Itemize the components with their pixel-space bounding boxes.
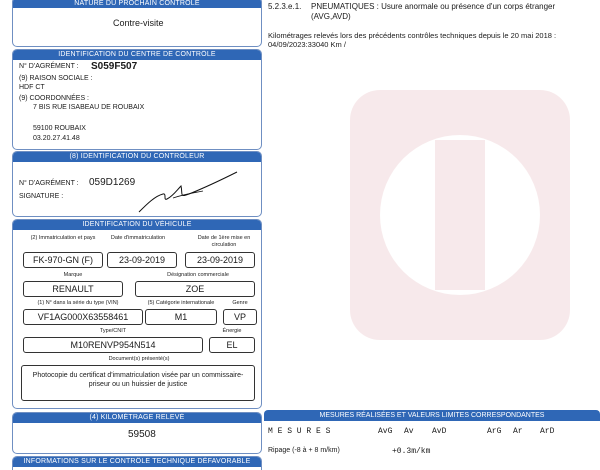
- col-ard: ArD: [540, 427, 555, 436]
- marque-field: RENAULT: [23, 281, 123, 297]
- ripage-label: Ripage (-8 à + 8 m/km): [268, 447, 340, 454]
- raison-label: (9) RAISON SOCIALE :: [19, 75, 93, 82]
- centre-header: IDENTIFICATION DU CENTRE DE CONTRÔLE: [13, 50, 261, 60]
- vehicule-panel: [12, 219, 262, 409]
- raison-value: HDF CT: [19, 84, 45, 91]
- defect-code: 5.2.3.e.1.: [268, 2, 302, 11]
- infos-header: INFORMATIONS SUR LE CONTRÔLE TECHNIQUE DÉFAVORABLE: [13, 457, 261, 467]
- categorie-field: M1: [145, 309, 217, 325]
- controleur-agrement-label: N° D'AGRÉMENT :: [19, 180, 79, 187]
- date-immat-label: Date d'immatriculation: [110, 235, 166, 241]
- col-av: Av: [404, 427, 414, 436]
- defect-text-detail: (AVG,AVD): [311, 12, 351, 21]
- designation-label: Désignation commerciale: [167, 272, 229, 278]
- date-first-label: Date de 1ère mise en circulation: [197, 235, 251, 248]
- centre-phone: 03.20.27.41.48: [33, 135, 80, 142]
- immat-field: FK-970-GN (F): [23, 252, 103, 268]
- energie-field: EL: [209, 337, 255, 353]
- genre-field: VP: [223, 309, 257, 325]
- controleur-agrement-value: 059D1269: [89, 177, 136, 188]
- infos-panel: [12, 456, 262, 470]
- centre-panel: [12, 49, 262, 150]
- address-street: 7 BIS RUE ISABEAU DE ROUBAIX: [33, 104, 145, 111]
- vehicule-header: IDENTIFICATION DU VÉHICULE: [13, 220, 261, 230]
- categorie-label: (5) Catégorie internationale: [147, 300, 215, 306]
- type-field: M10RENVP954N514: [23, 337, 203, 353]
- km-value: 59508: [128, 429, 156, 440]
- measures-title: M E S U R E S: [268, 427, 331, 436]
- next-control-header: NATURE DU PROCHAIN CONTRÔLE: [13, 0, 261, 8]
- col-ar: Ar: [513, 427, 523, 436]
- defect-text: PNEUMATIQUES : Usure anormale ou présence d'un corps étranger: [311, 2, 556, 11]
- controleur-panel: [12, 151, 262, 217]
- documents-label: Document(s) présenté(s): [108, 356, 170, 362]
- centre-agrement-label: N° D'AGRÉMENT :: [19, 63, 79, 70]
- signature-image: [133, 168, 253, 216]
- col-arg: ArG: [487, 427, 502, 436]
- date-immat-field: 23-09-2019: [107, 252, 177, 268]
- marque-label: Marque: [63, 272, 83, 278]
- history-values: 04/09/2023:33040 Km /: [268, 40, 346, 49]
- controleur-header: (8) IDENTIFICATION DU CONTRÔLEUR: [13, 152, 261, 162]
- km-panel: [12, 412, 262, 454]
- documents-field: Photocopie du certificat d'immatriculation visée par un commissaire-priseur ou un huissier de justice: [21, 365, 255, 401]
- km-header: (4) KILOMÉTRAGE RELEVÉ: [13, 413, 261, 423]
- measures-header: MESURES RÉALISÉES ET VALEURS LIMITES CORRESPONDANTES: [264, 410, 600, 421]
- address-city: 59100 ROUBAIX: [33, 125, 86, 132]
- next-control-panel: [12, 0, 262, 47]
- coord-label: (9) COORDONNÉES :: [19, 95, 90, 102]
- centre-agrement-value: S059F507: [91, 61, 138, 72]
- type-label: Type/CNIT: [99, 328, 127, 334]
- next-control-value: Contre-visite: [113, 18, 164, 28]
- col-avg: AvG: [378, 427, 393, 436]
- watermark-logo: [340, 70, 580, 360]
- history-label: Kilométrages relevés lors des précédents contrôles techniques depuis le 20 mai 2018 :: [268, 31, 557, 40]
- date-first-field: 23-09-2019: [185, 252, 255, 268]
- vin-field: VF1AG000X63558461: [23, 309, 143, 325]
- genre-label: Genre: [232, 300, 248, 306]
- signature-label: SIGNATURE :: [19, 193, 64, 200]
- designation-field: ZOE: [135, 281, 255, 297]
- vin-label: (1) N° dans la série du type (VIN): [37, 300, 119, 306]
- immat-label: (2) Immatriculation et pays: [30, 235, 96, 241]
- energie-label: Énergie: [222, 328, 242, 334]
- ripage-value: +0.3m/km: [392, 447, 431, 456]
- col-avd: AvD: [432, 427, 447, 436]
